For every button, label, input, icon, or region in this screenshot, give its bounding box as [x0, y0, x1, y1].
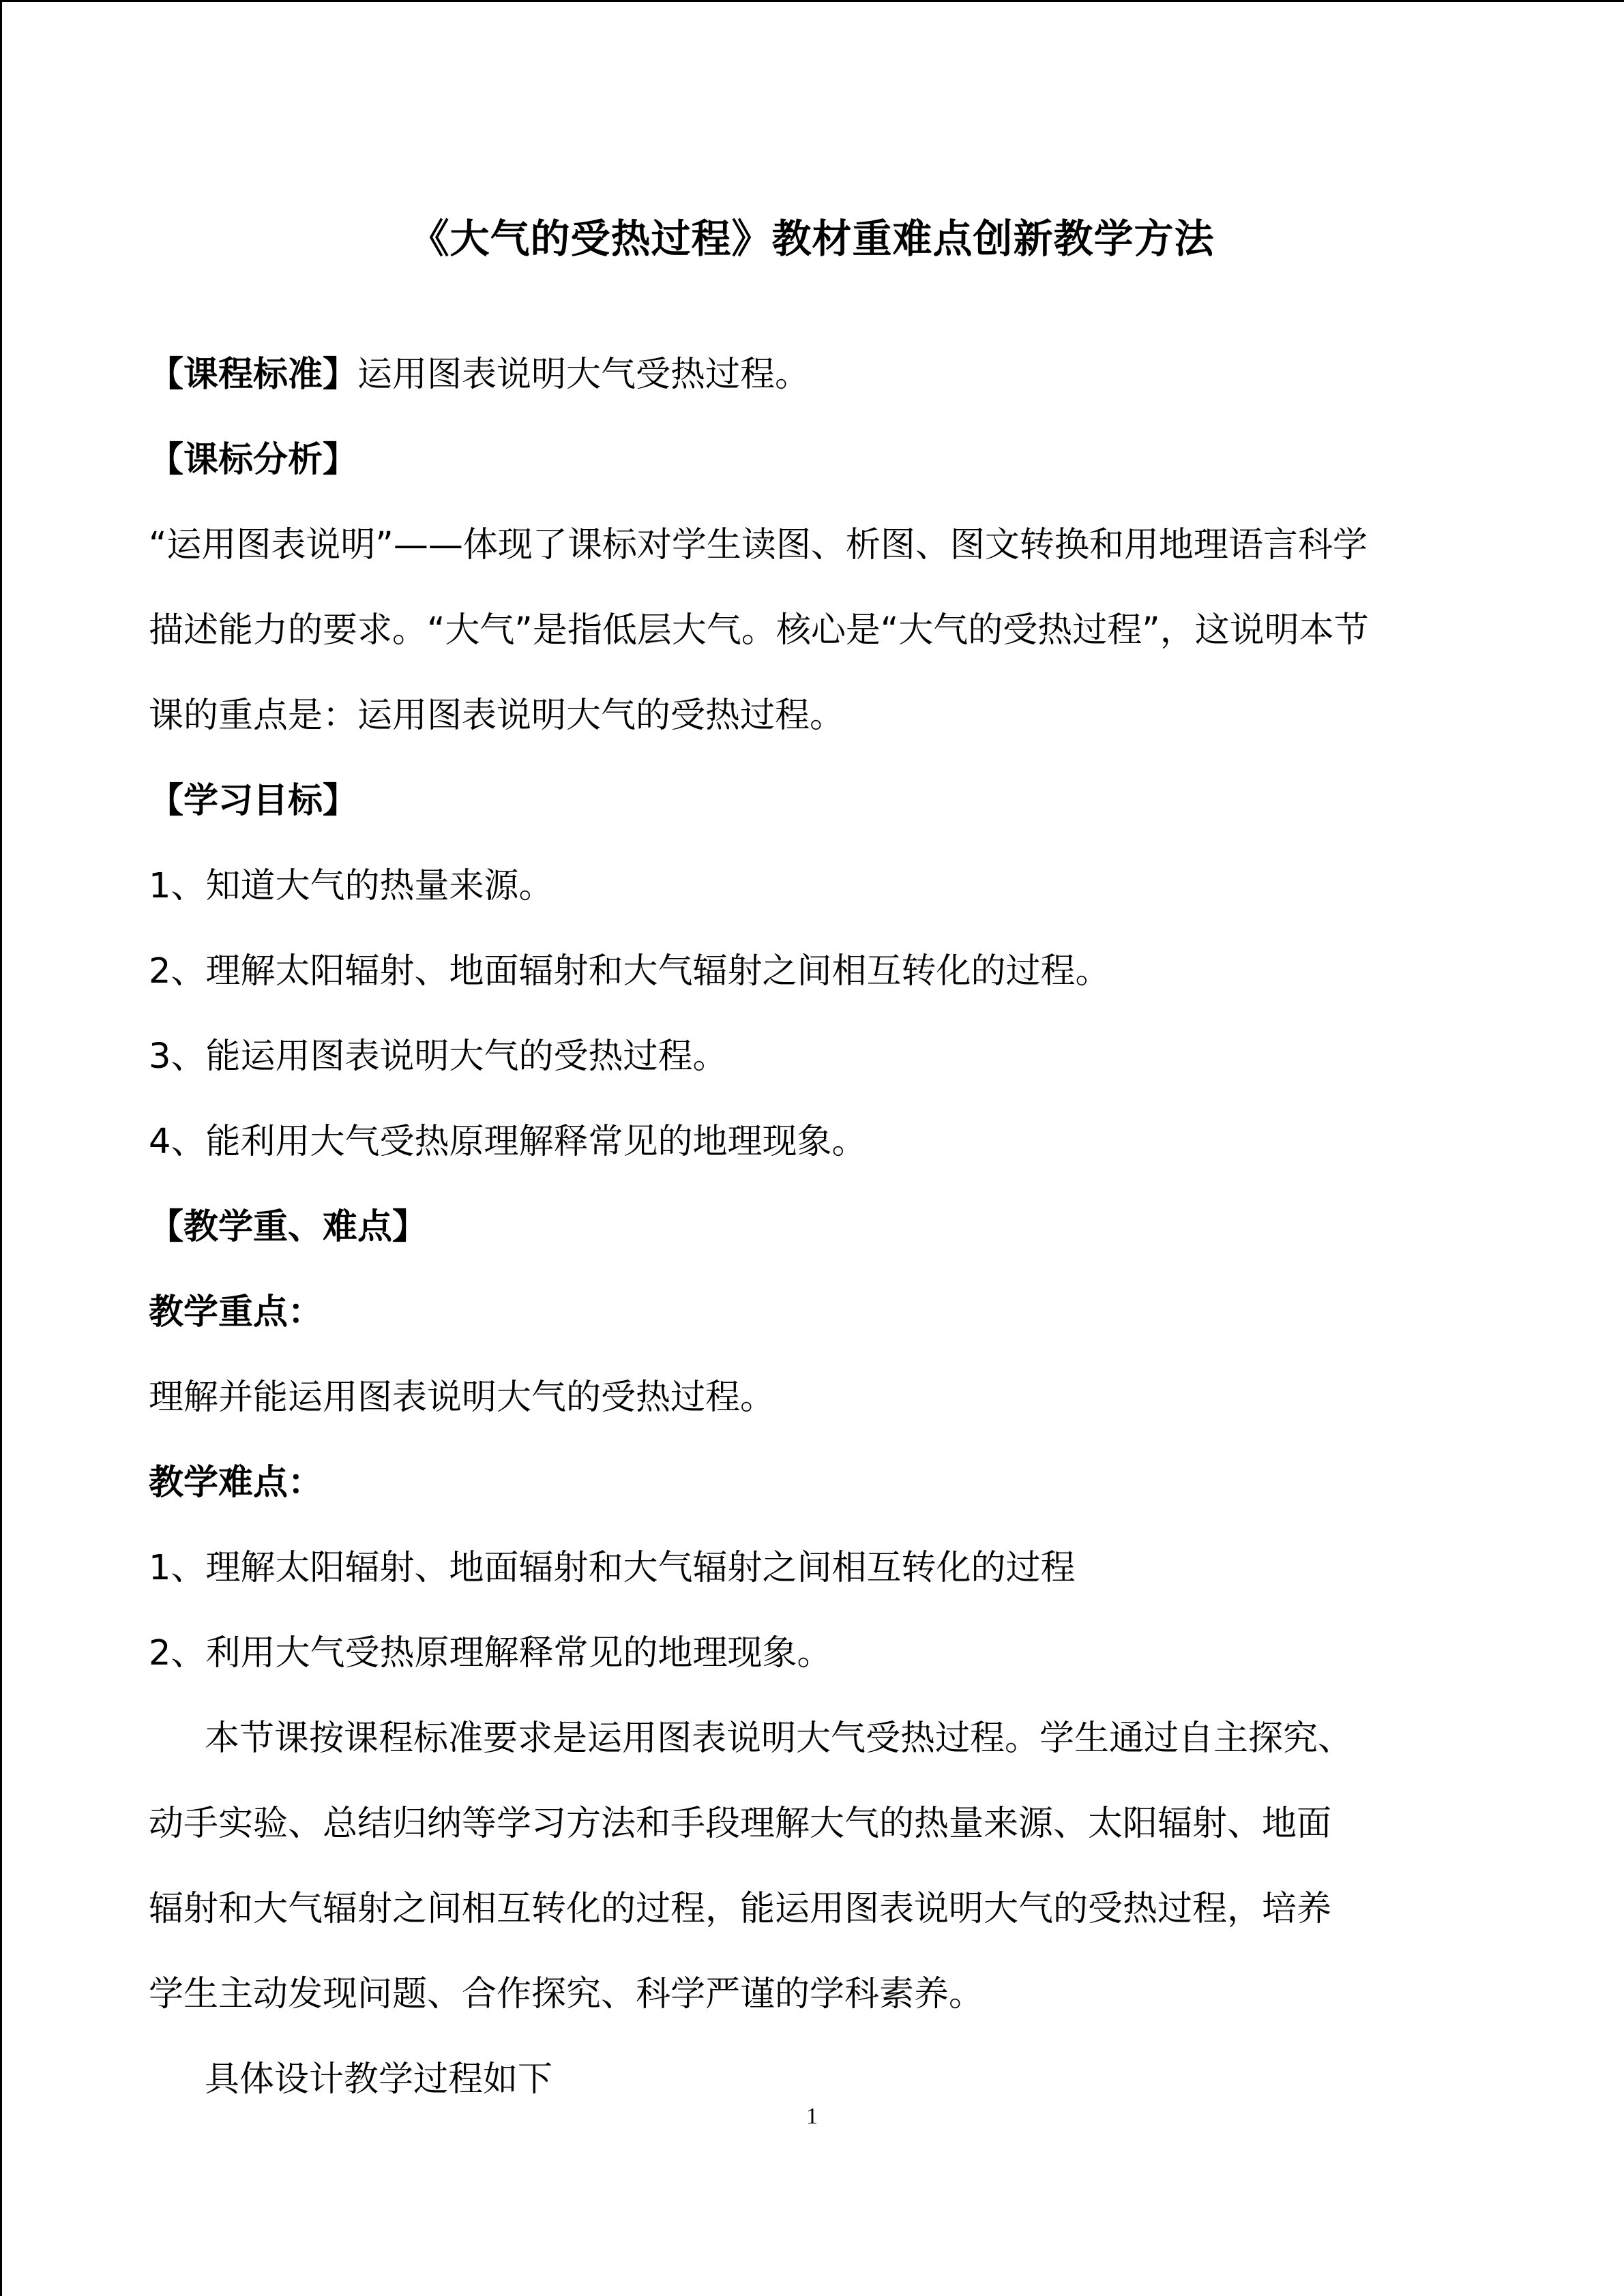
curriculum-standard-text: 运用图表说明大气受热过程。 — [357, 355, 810, 395]
teaching-difficulty-item: 2、利用大气受热原理解释常见的地理现象。 — [149, 1633, 832, 1673]
learning-objective-item: 3、能运用图表说明大气的受热过程。 — [149, 1037, 728, 1077]
page-number: 1 — [806, 2104, 818, 2129]
teaching-difficulty-label: 教学难点： — [149, 1463, 323, 1503]
teaching-focus-label: 教学重点： — [149, 1292, 323, 1332]
closing-line: 具体设计教学过程如下 — [205, 2059, 553, 2100]
learning-objectives-heading: 【学习目标】 — [149, 781, 358, 821]
document-title: 《大气的受热过程》教材重难点创新教学方法 — [409, 215, 1215, 262]
page-border-top — [0, 0, 1624, 2]
learning-objective-item: 1、知道大气的热量来源。 — [149, 866, 554, 906]
standard-analysis-line-3: 课的重点是：运用图表说明大气的受热过程。 — [149, 696, 845, 736]
standard-analysis-line-1: “运用图表说明”——体现了课标对学生读图、析图、图文转换和用地理语言科学 — [149, 525, 1368, 565]
summary-paragraph-line-1: 本节课按课程标准要求是运用图表说明大气受热过程。学生通过自主探究、 — [205, 1718, 1353, 1759]
summary-paragraph-line-3: 辐射和大气辐射之间相互转化的过程，能运用图表说明大气的受热过程，培养 — [149, 1889, 1332, 1929]
teaching-focus-text: 理解并能运用图表说明大气的受热过程。 — [149, 1377, 776, 1418]
key-points-heading: 【教学重、难点】 — [149, 1207, 428, 1247]
teaching-difficulty-item: 1、理解太阳辐射、地面辐射和大气辐射之间相互转化的过程 — [149, 1548, 1076, 1588]
summary-paragraph-line-4: 学生主动发现问题、合作探究、科学严谨的学科素养。 — [149, 1974, 984, 2014]
curriculum-standard-line — [149, 351, 810, 399]
learning-objective-item: 2、理解太阳辐射、地面辐射和大气辐射之间相互转化的过程。 — [149, 951, 1110, 992]
standard-analysis-heading: 【课标分析】 — [149, 440, 358, 480]
summary-paragraph-line-2: 动手实验、总结归纳等学习方法和手段理解大气的热量来源、太阳辐射、地面 — [149, 1804, 1332, 1844]
standard-analysis-line-2: 描述能力的要求。“大气”是指低层大气。核心是“大气的受热过程”，这说明本节 — [149, 610, 1369, 651]
curriculum-standard-heading: 【课程标准】 — [149, 355, 358, 395]
page-border-left — [0, 0, 2, 2296]
learning-objective-item: 4、能利用大气受热原理解释常见的地理现象。 — [149, 1122, 867, 1162]
